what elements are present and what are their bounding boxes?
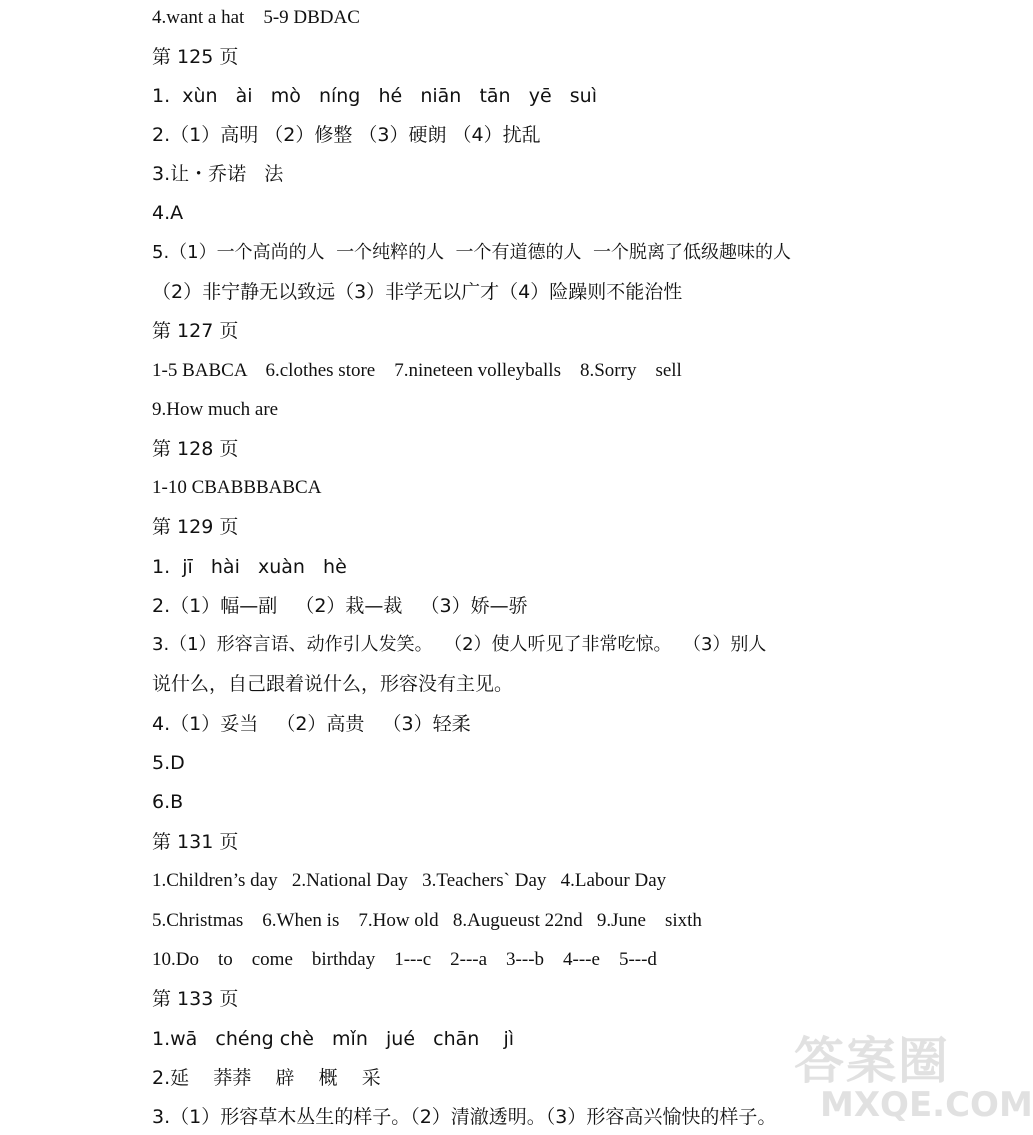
answer-line: 1. xùn ài mò níng hé niān tān yē suì xyxy=(152,85,597,107)
answer-line: 1. jī hài xuàn hè xyxy=(152,556,347,578)
answer-line: 3.让・乔诺 法 xyxy=(152,163,284,185)
watermark-logo: 答案圈 xyxy=(794,1032,950,1090)
answer-line: 4.want a hat 5-9 DBDAC xyxy=(152,7,360,28)
answer-line: 2.延 莽莽 辟 概 采 xyxy=(152,1067,381,1089)
answer-line: 10.Do to come birthday 1---c 2---a 3---b 4---e 5---d xyxy=(152,949,657,970)
answer-line: 3.（1）形容言语、动作引人发笑。 （2）使人听见了非常吃惊。 （3）别人 xyxy=(152,634,767,655)
site-watermark xyxy=(794,1021,1033,1131)
answer-line: 说什么，自己跟着说什么，形容没有主见。 xyxy=(152,673,514,695)
answer-line: （2）非宁静无以致远（3）非学无以广才（4）险躁则不能治性 xyxy=(152,281,683,303)
answer-line: 9.How much are xyxy=(152,399,279,420)
answer-line: 1.Children’s day 2.National Day 3.Teachers` Day 4.Labour Day xyxy=(152,870,667,891)
answer-line: 1-10 CBABBBABCA xyxy=(152,477,322,498)
page-heading: 第 128 页 xyxy=(152,438,239,460)
answer-line: 4.（1）妥当 （2）高贵 （3）轻柔 xyxy=(152,713,471,735)
page-heading: 第 133 页 xyxy=(152,988,239,1010)
answer-line: 5.Christmas 6.When is 7.How old 8.Augueust 22nd 9.June sixth xyxy=(152,910,702,931)
answer-line: 4.A xyxy=(152,202,184,224)
watermark-url: MXQE.COM xyxy=(820,1085,1033,1125)
answer-line: 5.D xyxy=(152,752,185,774)
page-heading: 第 131 页 xyxy=(152,831,239,853)
answer-line: 1-5 BABCA 6.clothes store 7.nineteen volleyballs 8.Sorry sell xyxy=(152,360,682,381)
answer-line: 6.B xyxy=(152,791,184,813)
answer-line: 2.（1）幅—副 （2）栽—裁 （3）娇—骄 xyxy=(152,595,528,617)
answer-line: 2.（1）高明 （2）修整 （3）硬朗 （4）扰乱 xyxy=(152,124,541,146)
page-heading: 第 129 页 xyxy=(152,516,239,538)
page-heading: 第 127 页 xyxy=(152,320,239,342)
answer-line: 1.wā chéng chè mǐn jué chān jì xyxy=(152,1028,515,1050)
answer-line: 3.（1）形容草木丛生的样子。（2）清澈透明。（3）形容高兴愉快的样子。 xyxy=(152,1106,777,1128)
answer-line: 5.（1）一个高尚的人 一个纯粹的人 一个有道德的人 一个脱离了低级趣味的人 xyxy=(152,242,791,263)
page-heading: 第 125 页 xyxy=(152,46,239,68)
